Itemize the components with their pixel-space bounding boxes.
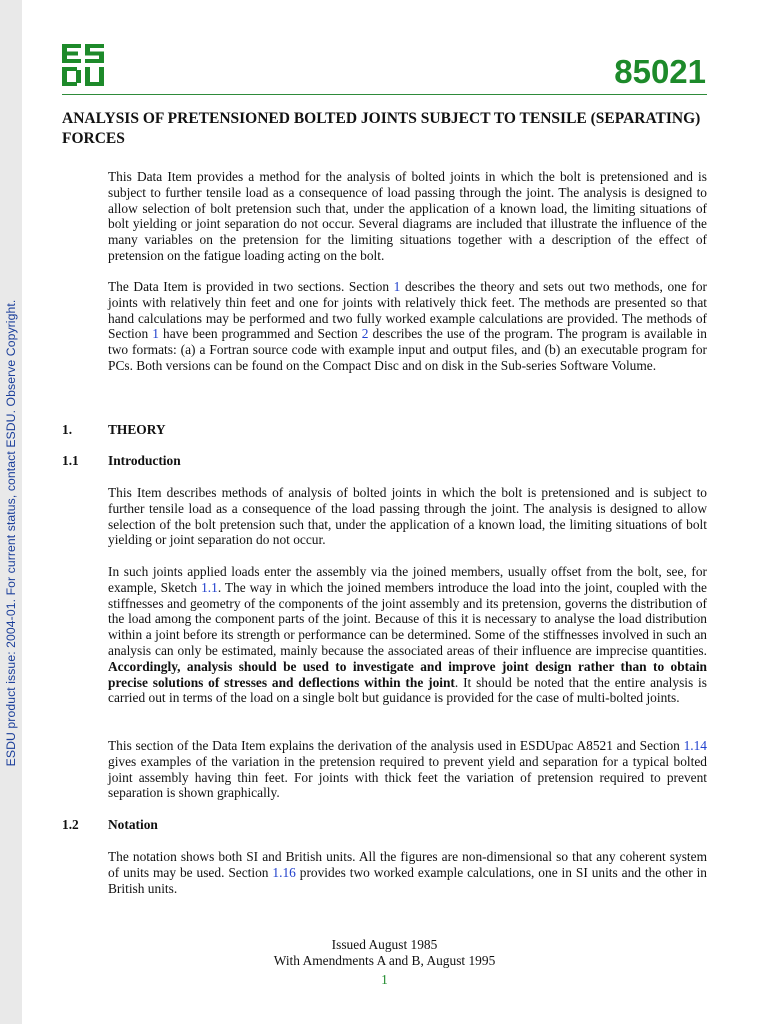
text-run: provides two worked example calculations, one in SI units and the other in British units. <box>108 864 707 896</box>
section-1-link[interactable]: 1 <box>393 279 401 294</box>
section-1-number: 1. <box>62 422 73 437</box>
document-title: ANALYSIS OF PRETENSIONED BOLTED JOINTS SUBJECT TO TENSILE (SEPARATING) FORCES <box>62 110 701 147</box>
header-rule <box>62 94 707 95</box>
copyright-side-note: ESDU product issue: 2004-01. For current status, contact ESDU. Observe Copyright. <box>4 299 18 767</box>
document-number: 85021 <box>614 53 706 90</box>
bold-statement: Accordingly, analysis should be used to investigate and improve joint design rather than to obtain precise solutions of stresses and deflections within the joint <box>108 658 707 690</box>
text-run: The Data Item is provided in two sections. Section <box>108 279 394 294</box>
section-1-title: THEORY <box>108 422 166 437</box>
abstract-paragraph-2 <box>108 279 707 374</box>
notation-paragraph <box>108 849 707 896</box>
text-run: gives examples of the variation in the pretension required to prevent yield and separation for a typical bolted joint assembly having thin feet. For joints with thick feet the variation of pretension required to prevent separation is shown graphically. <box>108 753 707 801</box>
section-1-2-title: Notation <box>108 817 158 832</box>
section-2-link[interactable]: 2 <box>361 326 369 342</box>
text-run: have been programmed and Section <box>158 326 362 342</box>
text-run: describes the use of the program. The program is available in two formats: (a) a Fortran source code with example input and output files, and (b) an executable program for PCs. Both versions can be found on the Compact Disc and on disk in the Sub-series Software Volume. <box>108 326 708 373</box>
text-run: In such joints applied loads enter the assembly via the joined members, usually offset from the bolt, see, for example, Sketch <box>108 564 707 595</box>
issued-date: Issued August 1985 <box>331 937 438 952</box>
text-run: . It should be noted that the entire analysis is carried out in terms of the load on a single bolt but guidance is provided for the case of multi-bolted joints. <box>108 674 707 706</box>
abstract-paragraph-1: This Data Item provides a method for the analysis of bolted joints in which the bolt is pretensioned and is subject to further tensile load as a consequence of load passing through the joint. The analysis is designed to allow selection of bolt pretension such that, under the application of a known load, the limiting situations of bolt yielding or joint separation do not occur. Several diagrams are included that illustrate the influence of the many variables on the pretension for the limiting situations together with a description of the effect of pretension on the fatigue loading acting on the bolt. <box>108 169 707 263</box>
page-number: 1 <box>381 972 388 987</box>
section-1-16-link[interactable]: 1.16 <box>272 864 296 880</box>
esdu-logo-icon <box>62 44 104 86</box>
section-1-link-2[interactable]: 1 <box>152 326 159 342</box>
text-run: The notation shows both SI and British units. All the figures are non-dimensional so that any coherent system of units may be used. Section <box>108 849 707 880</box>
intro-paragraph-1: This Item describes methods of analysis of bolted joints in which the bolt is pretensioned and is subject to further tensile load as a consequence of the load passing through the joint. The analysis is designed to allow selection of the bolt pretension such that, under the application of a known load, the limiting situations of bolt yielding or joint separation do not occur. <box>108 485 707 548</box>
intro-paragraph-3 <box>108 738 707 801</box>
text-run: This section of the Data Item explains the derivation of the analysis used in ESDUpac A8521 and Section <box>108 738 684 753</box>
text-run: describes the theory and sets out two methods, one for joints with relatively thin feet and one for joints with relatively thick feet. The methods are presented so that hand calculations may be performed and two fully worked example calculations are provided. The methods of Section <box>108 279 707 342</box>
intro-paragraph-2 <box>108 564 707 706</box>
side-strip <box>0 0 22 1024</box>
section-1-1-title: Introduction <box>108 453 181 468</box>
section-1-14-link[interactable]: 1.14 <box>683 738 707 753</box>
amendments-note: With Amendments A and B, August 1995 <box>273 953 496 968</box>
sketch-1-1-link[interactable]: 1.1 <box>201 579 218 595</box>
text-run: . The way in which the joined members introduce the load into the joint, coupled with the stiffnesses and geometry of the components of the joint assembly and its pretension, governs the distribution of the load among the component parts of the joint. Because of this it is necessary to analyse the load distribution within a joint before its strength or performance can be determined. Some of the stiffnesses involved in such an analysis can only be estimated, mainly because the associated areas of their influence are imprecise quantities. <box>108 579 707 658</box>
section-1-1-number: 1.1 <box>62 453 79 468</box>
section-1-2-number: 1.2 <box>62 817 79 832</box>
